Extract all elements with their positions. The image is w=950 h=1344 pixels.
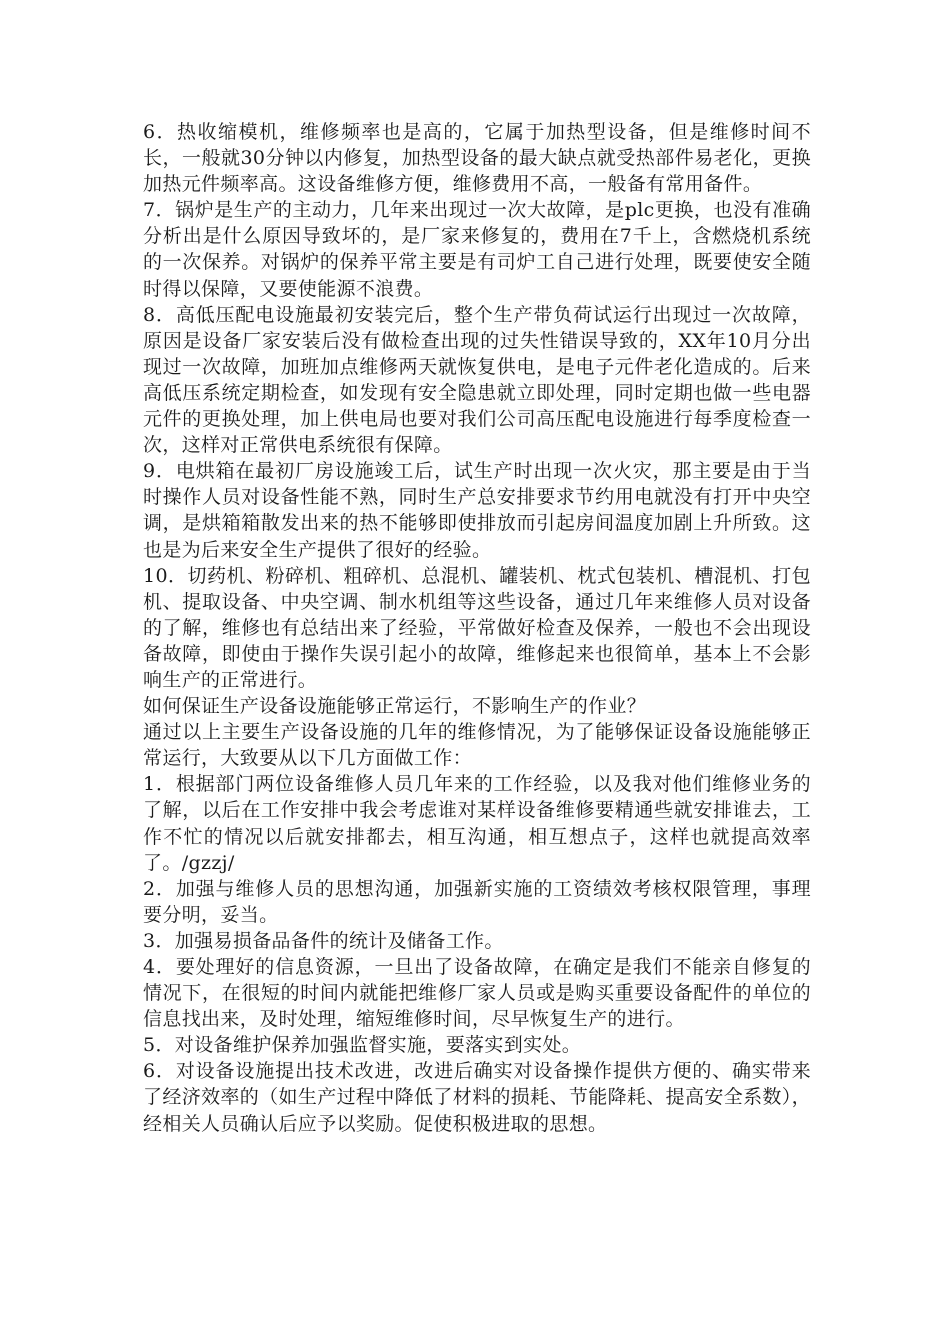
paragraph-item-9-electric-oven: 9．电烘箱在最初厂房设施竣工后，试生产时出现一次火灾，那主要是由于当时操作人员对设备性能不熟，同时生产总安排要求节约用电就没有打开中央空调，是烘箱箱散发出来的热不能够即使排放而引起房间温度加剧上升所致。这也是为后来安全生产提供了很好的经验。 xyxy=(143,460,811,561)
paragraph-measure-5: 5．对设备维护保养加强监督实施，要落实到实处。 xyxy=(143,1034,582,1057)
paragraph-intro: 通过以上主要生产设备设施的几年的维修情况，为了能够保证设备设施能够正常运行，大致要从以下几方面做工作： xyxy=(143,721,811,770)
paragraph-measure-3: 3．加强易损备品备件的统计及储备工作。 xyxy=(143,929,504,952)
paragraph-item-10-other-equipment: 10．切药机、粉碎机、粗碎机、总混机、罐装机、枕式包装机、槽混机、打包机、提取设备、中央空调、制水机组等这些设备，通过几年来维修人员对设备的了解，维修也有总结出来了经验，平常做好检查及保养，一般也不会出现设备故障，即使由于操作失误引起小的故障，维修起来也很简单，基本上不会影响生产的正常进行。 xyxy=(143,564,811,691)
document-body xyxy=(143,119,811,1137)
paragraph-item-8-power-distribution: 8．高低压配电设施最初安装完后，整个生产带负荷试运行出现过一次故障，原因是设备厂家安装后没有做检查出现的过失性错误导致的，XX年10月分出现过一次故障，加班加点维修两天就恢复供电，是电子元件老化造成的。后来高低压系统定期检查，如发现有安全隐患就立即处理，同时定期也做一些电器元件的更换处理，加上供电局也要对我们公司高压配电设施进行每季度检查一次，这样对正常供电系统很有保障。 xyxy=(143,303,811,457)
paragraph-measure-4: 4．要处理好的信息资源，一旦出了设备故障，在确定是我们不能亲自修复的情况下，在很短的时间内就能把维修厂家人员或是购买重要设备配件的单位的信息找出来，及时处理，缩短维修时间，尽早恢复生产的进行。 xyxy=(143,956,811,1031)
paragraph-measure-2: 2．加强与维修人员的思想沟通，加强新实施的工资绩效考核权限管理，事理要分明，妥当。 xyxy=(143,877,811,926)
paragraph-item-6-heat-shrink: 6．热收缩模机，维修频率也是高的，它属于加热型设备，但是维修时间不长，一般就30分钟以内修复，加热型设备的最大缺点就受热部件易老化，更换加热元件频率高。这设备维修方便，维修费用不高，一般备有常用备件。 xyxy=(143,121,811,196)
paragraph-measure-6: 6．对设备设施提出技术改进，改进后确实对设备操作提供方便的、确实带来了经济效率的（如生产过程中降低了材料的损耗、节能降耗、提高安全系数），经相关人员确认后应予以奖励。促使积极进取的思想。 xyxy=(143,1060,811,1135)
paragraph-measure-1: 1．根据部门两位设备维修人员几年来的工作经验，以及我对他们维修业务的了解，以后在工作安排中我会考虑谁对某样设备维修要精通些就安排谁去，工作不忙的情况以后就安排都去，相互沟通，相互想点子，这样也就提高效率了。/gzzj/ xyxy=(143,773,811,874)
paragraph-question: 如何保证生产设备设施能够正常运行，不影响生产的作业？ xyxy=(143,695,647,718)
paragraph-item-7-boiler: 7．锅炉是生产的主动力，几年来出现过一次大故障，是plc更换，也没有准确分析出是什么原因导致坏的，是厂家来修复的，费用在7千上，含燃烧机系统的一次保养。对锅炉的保养平常主要是有司炉工自己进行处理，既要使安全随时得以保障，又要使能源不浪费。 xyxy=(143,199,811,300)
